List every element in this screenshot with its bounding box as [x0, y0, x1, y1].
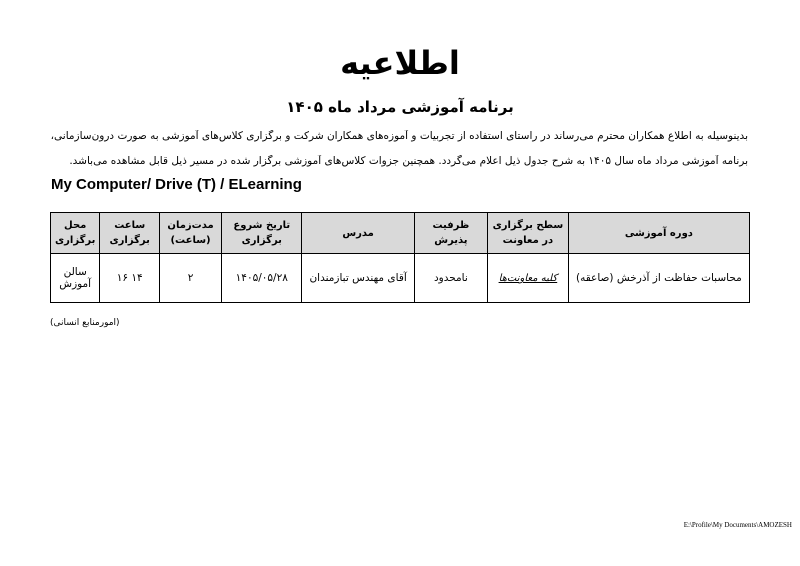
- header-capacity: ظرفیت پذیرش: [414, 213, 487, 254]
- page-subtitle: برنامه آموزشی مرداد ماه ۱۴۰۵: [286, 98, 514, 116]
- file-path-footer: E:\Profile\My Documents\AMOZESH: [683, 521, 792, 529]
- intro-paragraph-line-2: برنامه آموزشی مرداد ماه سال ۱۴۰۵ به شرح جدول ذیل اعلام می‌گردد. همچنین جزوات کلاس‌های آموزشی برگزار شده در مسیر ذیل قابل مشاهده می‌باشد.: [69, 155, 748, 167]
- cell-capacity: نامحدود: [414, 254, 487, 303]
- table-header-row: [51, 213, 750, 254]
- training-schedule-table: [50, 212, 750, 303]
- header-level: سطح برگزاری در معاونت: [488, 213, 569, 254]
- elearning-path: My Computer/ Drive (T) / ELearning: [51, 176, 302, 193]
- page-title: اطلاعیه: [340, 44, 460, 82]
- footnote-hr-department: (امورمنابع انسانی): [50, 318, 120, 328]
- header-duration: مدت‌زمان (ساعت): [160, 213, 222, 254]
- header-location: محل برگزاری: [51, 213, 100, 254]
- cell-location: سالن آموزش: [51, 254, 100, 303]
- cell-level: [488, 254, 569, 303]
- cell-level-handwritten: کلیه معاونت‌ها: [498, 273, 558, 284]
- cell-start-date: ۱۴۰۵/۰۵/۲۸: [222, 254, 302, 303]
- cell-course: محاسبات حفاظت از آذرخش (صاعقه): [568, 254, 749, 303]
- header-hours: ساعت برگزاری: [100, 213, 160, 254]
- cell-duration: ۲: [160, 254, 222, 303]
- cell-instructor: آقای مهندس تبازمندان: [302, 254, 414, 303]
- intro-paragraph-line-1: بدینوسیله به اطلاع همکاران محترم می‌رساند در راستای استفاده از تجربیات و آموزه‌های همکاران شرکت و برگزاری کلاس‌های آموزشی به صورت درون‌سازمانی،: [50, 130, 748, 142]
- header-start-date: تاریخ شروع برگزاری: [222, 213, 302, 254]
- header-course: دوره آموزشی: [568, 213, 749, 254]
- table-row: [51, 254, 750, 303]
- cell-hours: ۱۴ ۱۶: [100, 254, 160, 303]
- header-instructor: مدرس: [302, 213, 414, 254]
